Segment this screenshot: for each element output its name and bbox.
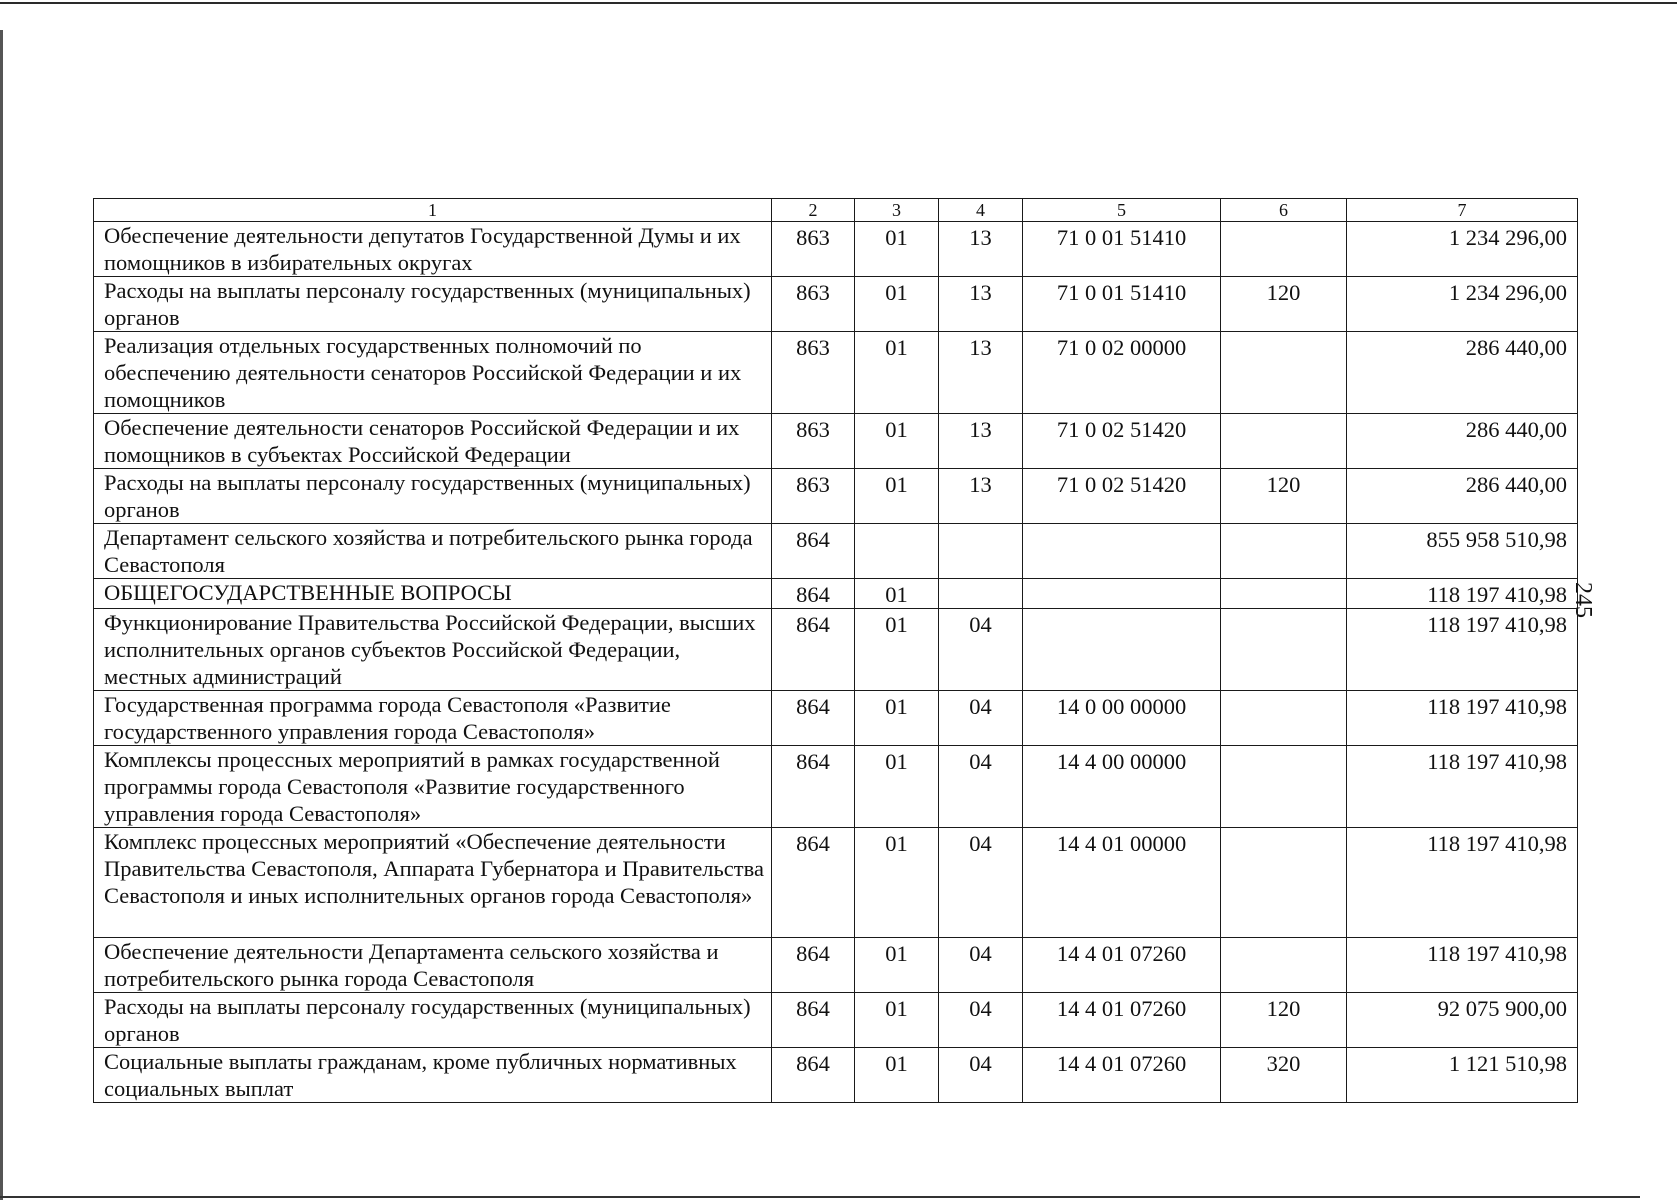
row-expense-type-cell: [1221, 828, 1347, 938]
row-section-cell: 01: [855, 579, 939, 609]
table-row: [94, 691, 1578, 746]
row-subsection-cell: 13: [939, 469, 1023, 524]
table-row: [94, 524, 1578, 579]
row-amount-cell: 118 197 410,98: [1347, 609, 1578, 691]
row-name-cell: Государственная программа города Севастополя «Развитие государственного управления города Севастополя»: [94, 691, 772, 746]
row-target-article-cell: 14 4 00 00000: [1023, 746, 1221, 828]
row-amount-cell: 286 440,00: [1347, 414, 1578, 469]
table-row: [94, 469, 1578, 524]
row-section-cell: 01: [855, 222, 939, 277]
row-code-cell: 864: [772, 993, 855, 1048]
header-col-5: 5: [1023, 199, 1221, 222]
row-code-cell: 864: [772, 746, 855, 828]
row-code-cell: 864: [772, 828, 855, 938]
table-row: [94, 222, 1578, 277]
row-target-article-cell: 71 0 02 51420: [1023, 414, 1221, 469]
row-section-cell: [855, 524, 939, 579]
table-row: [94, 746, 1578, 828]
row-code-cell: 864: [772, 609, 855, 691]
row-section-cell: 01: [855, 993, 939, 1048]
row-amount-cell: 855 958 510,98: [1347, 524, 1578, 579]
row-target-article-cell: [1023, 609, 1221, 691]
row-code-cell: 864: [772, 1048, 855, 1103]
header-col-4: 4: [939, 199, 1023, 222]
row-name-cell: Реализация отдельных государственных полномочий по обеспечению деятельности сенаторов Российской Федерации и их помощников: [94, 332, 772, 414]
row-expense-type-cell: [1221, 691, 1347, 746]
row-subsection-cell: 04: [939, 993, 1023, 1048]
row-target-article-cell: 71 0 01 51410: [1023, 222, 1221, 277]
row-amount-cell: 1 121 510,98: [1347, 1048, 1578, 1103]
row-expense-type-cell: [1221, 222, 1347, 277]
row-code-cell: 863: [772, 332, 855, 414]
row-name-cell: Социальные выплаты гражданам, кроме публичных нормативных социальных выплат: [94, 1048, 772, 1103]
row-subsection-cell: 13: [939, 222, 1023, 277]
scan-top-border: [0, 2, 1677, 4]
row-section-cell: 01: [855, 277, 939, 332]
table-row: [94, 579, 1578, 609]
row-expense-type-cell: [1221, 414, 1347, 469]
row-name-cell: Расходы на выплаты персоналу государственных (муниципальных) органов: [94, 993, 772, 1048]
row-target-article-cell: 14 4 01 07260: [1023, 938, 1221, 993]
header-col-6: 6: [1221, 199, 1347, 222]
row-subsection-cell: [939, 524, 1023, 579]
row-expense-type-cell: [1221, 746, 1347, 828]
row-code-cell: 863: [772, 469, 855, 524]
table-row: [94, 277, 1578, 332]
row-section-cell: 01: [855, 609, 939, 691]
row-target-article-cell: [1023, 524, 1221, 579]
row-subsection-cell: 13: [939, 277, 1023, 332]
row-subsection-cell: 04: [939, 828, 1023, 938]
row-amount-cell: 118 197 410,98: [1347, 691, 1578, 746]
row-section-cell: 01: [855, 469, 939, 524]
row-code-cell: 863: [772, 222, 855, 277]
row-subsection-cell: 13: [939, 414, 1023, 469]
row-name-cell: Расходы на выплаты персоналу государственных (муниципальных) органов: [94, 277, 772, 332]
row-expense-type-cell: 120: [1221, 993, 1347, 1048]
header-row: [94, 199, 1578, 222]
row-subsection-cell: [939, 579, 1023, 609]
table-row: [94, 332, 1578, 414]
row-section-cell: 01: [855, 746, 939, 828]
row-subsection-cell: 13: [939, 332, 1023, 414]
row-target-article-cell: 14 0 00 00000: [1023, 691, 1221, 746]
row-target-article-cell: 14 4 01 07260: [1023, 993, 1221, 1048]
row-target-article-cell: [1023, 579, 1221, 609]
row-section-cell: 01: [855, 414, 939, 469]
row-amount-cell: 118 197 410,98: [1347, 938, 1578, 993]
row-name-cell: Департамент сельского хозяйства и потребительского рынка города Севастополя: [94, 524, 772, 579]
header-col-7: 7: [1347, 199, 1578, 222]
row-code-cell: 863: [772, 277, 855, 332]
row-code-cell: 863: [772, 414, 855, 469]
row-name-cell: Обеспечение деятельности депутатов Государственной Думы и их помощников в избирательных округах: [94, 222, 772, 277]
row-expense-type-cell: [1221, 938, 1347, 993]
budget-table: [93, 198, 1578, 1103]
row-target-article-cell: 71 0 02 51420: [1023, 469, 1221, 524]
scan-left-border: [0, 30, 3, 1200]
row-amount-cell: 118 197 410,98: [1347, 746, 1578, 828]
row-expense-type-cell: 320: [1221, 1048, 1347, 1103]
table-row: [94, 609, 1578, 691]
row-amount-cell: 118 197 410,98: [1347, 579, 1578, 609]
table-row: [94, 1048, 1578, 1103]
table-row: [94, 414, 1578, 469]
table-body: [94, 222, 1578, 1103]
row-amount-cell: 286 440,00: [1347, 332, 1578, 414]
table-row: [94, 938, 1578, 993]
row-name-cell: Функционирование Правительства Российской Федерации, высших исполнительных органов субъектов Российской Федерации, местных администраций: [94, 609, 772, 691]
row-subsection-cell: 04: [939, 1048, 1023, 1103]
row-amount-cell: 286 440,00: [1347, 469, 1578, 524]
row-section-cell: 01: [855, 691, 939, 746]
row-expense-type-cell: 120: [1221, 277, 1347, 332]
row-amount-cell: 118 197 410,98: [1347, 828, 1578, 938]
row-amount-cell: 92 075 900,00: [1347, 993, 1578, 1048]
header-col-1: 1: [94, 199, 772, 222]
row-name-cell: Обеспечение деятельности Департамента сельского хозяйства и потребительского рынка города Севастополя: [94, 938, 772, 993]
row-name-cell: ОБЩЕГОСУДАРСТВЕННЫЕ ВОПРОСЫ: [94, 579, 772, 609]
row-name-cell: Расходы на выплаты персоналу государственных (муниципальных) органов: [94, 469, 772, 524]
row-name-cell: Обеспечение деятельности сенаторов Российской Федерации и их помощников в субъектах Российской Федерации: [94, 414, 772, 469]
page-number: 245: [1570, 582, 1596, 618]
row-target-article-cell: 71 0 02 00000: [1023, 332, 1221, 414]
row-target-article-cell: 71 0 01 51410: [1023, 277, 1221, 332]
table-row: [94, 993, 1578, 1048]
row-expense-type-cell: [1221, 332, 1347, 414]
row-code-cell: 864: [772, 524, 855, 579]
row-expense-type-cell: [1221, 524, 1347, 579]
header-col-3: 3: [855, 199, 939, 222]
row-expense-type-cell: [1221, 579, 1347, 609]
row-expense-type-cell: 120: [1221, 469, 1347, 524]
row-section-cell: 01: [855, 1048, 939, 1103]
row-code-cell: 864: [772, 579, 855, 609]
row-amount-cell: 1 234 296,00: [1347, 222, 1578, 277]
row-subsection-cell: 04: [939, 691, 1023, 746]
row-name-cell: Комплекс процессных мероприятий «Обеспечение деятельности Правительства Севастополя, Аппарата Губернатора и Правительства Севастополя и иных исполнительных органов города Севастополя»: [94, 828, 772, 938]
row-code-cell: 864: [772, 691, 855, 746]
row-subsection-cell: 04: [939, 609, 1023, 691]
row-code-cell: 864: [772, 938, 855, 993]
row-amount-cell: 1 234 296,00: [1347, 277, 1578, 332]
row-name-cell: Комплексы процессных мероприятий в рамках государственной программы города Севастополя «Развитие государственного управления города Севастополя»: [94, 746, 772, 828]
scan-bottom-border: [0, 1196, 1640, 1198]
row-subsection-cell: 04: [939, 746, 1023, 828]
row-subsection-cell: 04: [939, 938, 1023, 993]
row-section-cell: 01: [855, 938, 939, 993]
table-header: [94, 199, 1578, 222]
row-section-cell: 01: [855, 332, 939, 414]
row-expense-type-cell: [1221, 609, 1347, 691]
row-section-cell: 01: [855, 828, 939, 938]
header-col-2: 2: [772, 199, 855, 222]
row-target-article-cell: 14 4 01 07260: [1023, 1048, 1221, 1103]
table-row: [94, 828, 1578, 938]
row-target-article-cell: 14 4 01 00000: [1023, 828, 1221, 938]
